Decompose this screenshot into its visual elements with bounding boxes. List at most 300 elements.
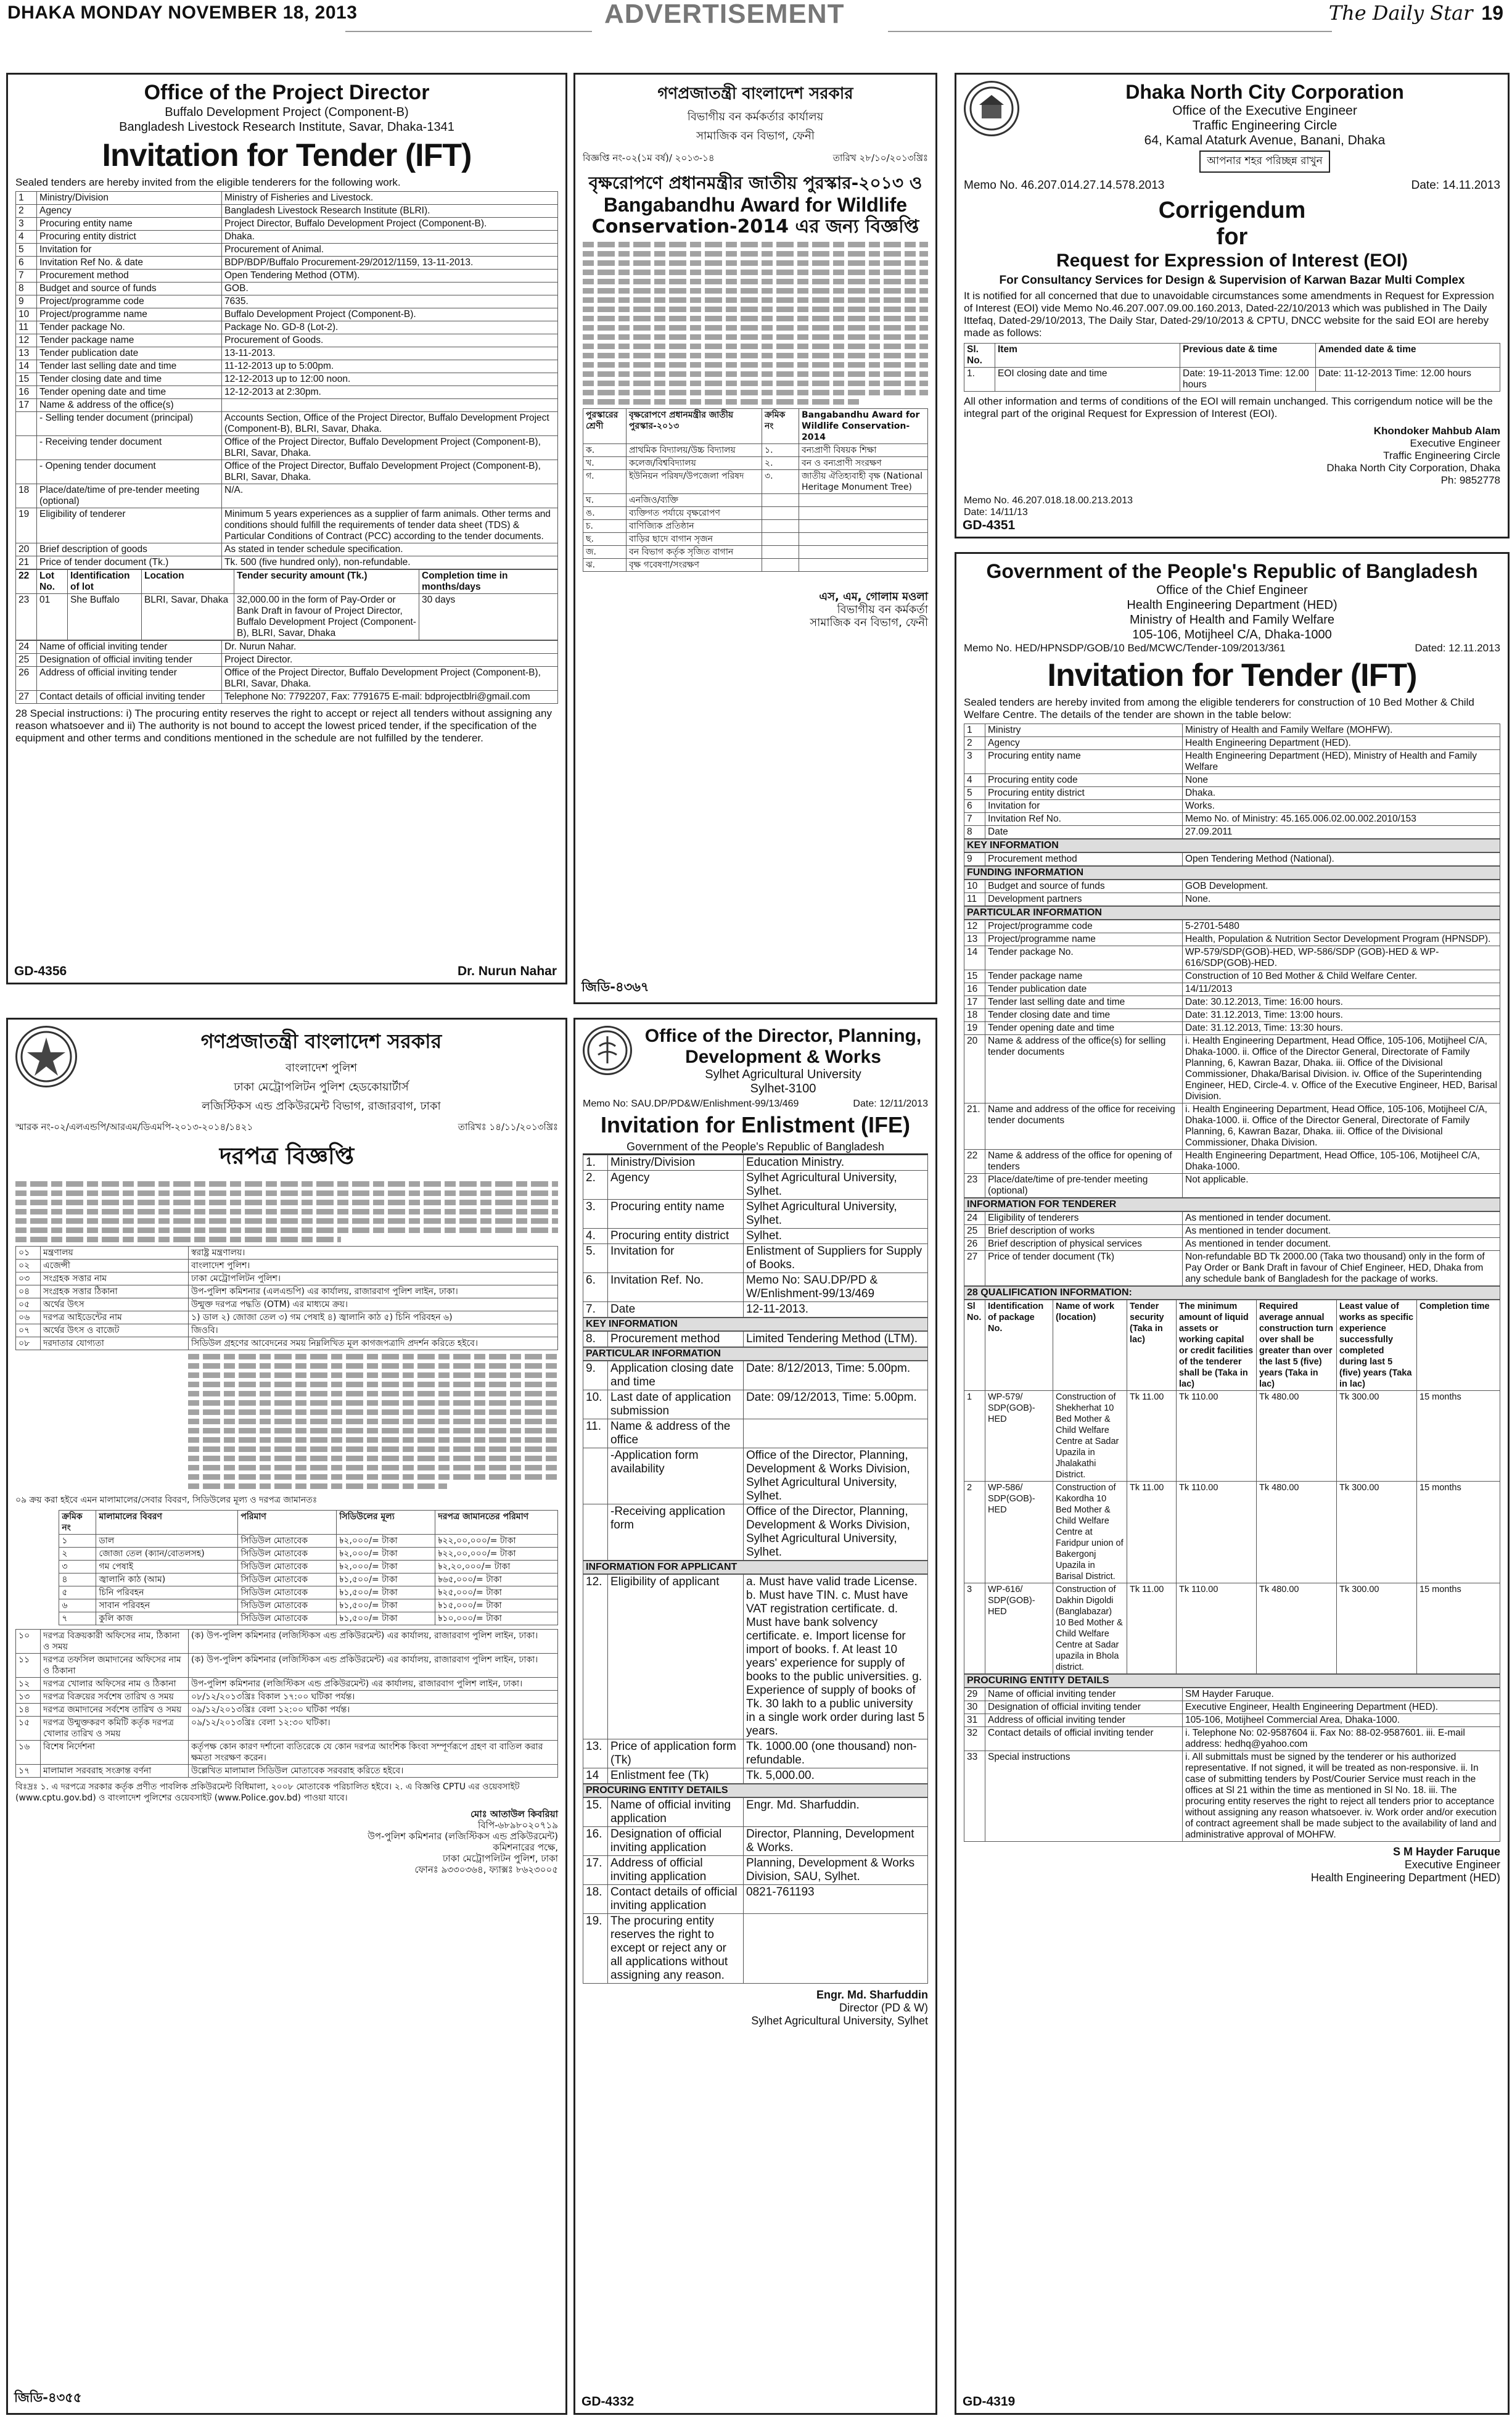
table-cell: Procurement of Goods. xyxy=(222,334,558,347)
table-cell: As mentioned in tender document. xyxy=(1183,1212,1500,1225)
ad-line-4: 105-106, Motijheel C/A, Dhaka-1000 xyxy=(1132,628,1332,641)
header-text xyxy=(84,1026,558,1116)
table-cell: ৳২,০০০/= টাকা xyxy=(337,1561,435,1573)
table-cell: দরপত্র বিক্রয়কারী অফিসের নাম, ঠিকানা ও সময় xyxy=(41,1630,189,1654)
memo-number: Memo No: SAU.DP/PD&W/Enlishment-99/13/469 xyxy=(583,1099,799,1109)
table-cell: Date xyxy=(985,826,1183,839)
table-header-row xyxy=(964,344,1500,368)
table-cell: ০৮/১২/২০১৩খ্রিঃ বিকাল ১৭:০০ ঘটিকা পর্যন্ত। xyxy=(189,1691,558,1704)
table-cell: 11 xyxy=(964,893,985,906)
table-row xyxy=(16,460,558,484)
table-cell: Date: 31.12.2013, Time: 13:00 hours. xyxy=(1183,1009,1500,1022)
table-cell: ১২ xyxy=(16,1678,41,1691)
table-row xyxy=(16,1691,558,1704)
table-cell: 6. xyxy=(583,1273,608,1302)
table-row xyxy=(964,893,1500,906)
table-cell: Health Engineering Department (HED), Ministry of Health and Family Welfare xyxy=(1183,750,1500,774)
ad-hed-ift xyxy=(955,552,1510,2415)
table-cell: 19 xyxy=(16,508,37,543)
table-cell: উল্লেখিত মালামাল সিডিউল মোতাবেক সরবরাহ করিতে হইবে। xyxy=(189,1765,558,1778)
table-cell xyxy=(762,494,799,507)
table-cell: 3 xyxy=(964,750,985,774)
table-cell: Procuring entity district xyxy=(608,1229,744,1244)
table-cell: Application closing date and time xyxy=(608,1361,744,1390)
table-cell: Tk 110.00 xyxy=(1177,1583,1257,1674)
table-cell: 9 xyxy=(964,853,985,866)
table-cell: Ministry/Division xyxy=(608,1155,744,1171)
table-cell: উপ-পুলিশ কমিশনার (লজিস্টিকস এন্ড প্রকিউরমেন্ট) এর কার্যালয়, রাজারবাগ পুলিশ লাইন, ঢাকা। xyxy=(189,1678,558,1691)
table-cell: Memo No: SAU.DP/PD & W/Enlishment-99/13/469 xyxy=(744,1273,928,1302)
table-row xyxy=(16,1765,558,1778)
table-row xyxy=(59,1599,558,1612)
table-cell: ৳২২,০০,০০০/= টাকা xyxy=(435,1548,558,1561)
table-cell: Health Engineering Department, Head Office, 105-106, Motijheel C/A, Dhaka-1000. xyxy=(1183,1150,1500,1174)
table-cell: EOI closing date and time xyxy=(995,368,1180,392)
table-cell: Package No. GD-8 (Lot-2). xyxy=(222,321,558,334)
table-cell: 7. xyxy=(583,1302,608,1318)
ad-sau-ife xyxy=(573,1018,937,2415)
ad-body: It is notified for all concerned that due to unavoidable circumstances some amendments in Request for Expression of Interest (EOI) vide Memo No.46.207.007.09.00.160.2013, Dated-22/10/2013 which was published in The Daily Ittefaq, Dated-29/10/2013, The Daily Star, Dated-29/10/2013 & CPTU, DNCC website for the said EOI are hereby made as follows: xyxy=(964,290,1494,339)
table-cell: কুলি কাজ xyxy=(96,1612,238,1625)
table-row xyxy=(964,1251,1500,1286)
table-cell: Name and address of the office for receiving tender documents xyxy=(985,1103,1183,1150)
table-cell: Tk 11.00 xyxy=(1127,1391,1177,1482)
table-cell: 10 xyxy=(16,308,37,321)
table-cell: ক্রমিক নং xyxy=(762,409,799,444)
table-cell: i. Telephone No: 02-9587604 ii. Fax No: 88-02-9587601. iii. E-mail address: hedhq@yahoo.com xyxy=(1183,1727,1500,1751)
table-cell: Ministry of Fisheries and Livestock. xyxy=(222,192,558,205)
table-cell: ১১ xyxy=(16,1654,41,1678)
table-row xyxy=(964,1238,1500,1251)
ad-title-1: বৃক্ষরোপণে প্রধানমন্ত্রীর জাতীয় পুরস্কার-২০১৩ ও xyxy=(588,173,922,193)
table-cell: (ক) উপ-পুলিশ কমিশনার (লজিস্টিকস এন্ড প্রকিউরমেন্ট) এর কার্যালয়, রাজারবাগ পুলিশ লাইন, ঢাকা। xyxy=(189,1654,558,1678)
ad-line-1: Sylhet Agricultural University xyxy=(705,1068,861,1081)
table-row xyxy=(583,1273,928,1302)
signer: S M Hayder Faruque xyxy=(1392,1846,1500,1858)
table-cell: 15 xyxy=(16,373,37,386)
table-cell: - Receiving tender document xyxy=(37,436,222,460)
ad-line-2: Sylhet-3100 xyxy=(750,1082,816,1095)
table-row xyxy=(583,1739,928,1768)
section-qualification: 28 QUALIFICATION INFORMATION: xyxy=(964,1286,1500,1300)
table-row xyxy=(16,1324,558,1337)
table-cell: 27.09.2011 xyxy=(1183,826,1500,839)
table-cell: Tender last selling date and time xyxy=(985,996,1183,1009)
table-cell xyxy=(799,559,928,572)
signer-org: Dhaka North City Corporation, Dhaka xyxy=(1326,462,1500,474)
table-cell: 24 xyxy=(16,641,37,654)
signer: এস, এম, গোলাম মওলা xyxy=(819,590,928,603)
table-cell xyxy=(762,533,799,546)
table-cell: 20 xyxy=(964,1035,985,1103)
table-cell: সিডিউল মোতাবেক xyxy=(238,1535,337,1548)
table-header-row xyxy=(59,1511,558,1535)
table-cell: Brief description of goods xyxy=(37,543,222,556)
masthead-section: ADVERTISEMENT xyxy=(604,0,845,29)
table-cell: 1. xyxy=(964,368,995,392)
table-cell: ৳১,৫০০/= টাকা xyxy=(337,1612,435,1625)
table-cell: গম পেষাই xyxy=(96,1561,238,1573)
table-cell: Tender opening date and time xyxy=(37,386,222,399)
table-cell: ইউনিয়ন পরিষদ/উপজেলা পরিষদ xyxy=(627,470,762,494)
ad-title: Dhaka North City Corporation xyxy=(1125,81,1404,103)
table-cell: Eligibility of tenderers xyxy=(985,1212,1183,1225)
ad-buffalo-ift xyxy=(6,73,567,984)
table-row xyxy=(964,368,1500,392)
table-cell: 13 xyxy=(16,347,37,360)
table-cell: i. Health Engineering Department, Head Office, 105-106, Motijheel C/A, Dhaka-1000. ii. Office of the Director General, Directorate of Family Planning, 6, Kawran Bazar, Dhaka. iii. Office of the Divisional Commissioner, Dhaka Division. xyxy=(1183,1103,1500,1150)
table-row xyxy=(583,1914,928,1984)
table-cell: 22 xyxy=(16,570,37,594)
table-cell: 18. xyxy=(583,1885,608,1914)
table-cell: Last date of application submission xyxy=(608,1390,744,1419)
table-cell: Construction of 10 Bed Mother & Child Welfare Center. xyxy=(1183,970,1500,983)
table-cell: Construction of Kakordha 10 Bed Mother & Child Welfare Centre at Faridpur union of Bakergonj Upazila in Barisal District. xyxy=(1053,1482,1127,1583)
table-cell: Tender publication date xyxy=(985,983,1183,996)
table-cell: দরপত্র বিক্রয়ের সর্বশেষ তারিখ ও সময় xyxy=(41,1691,189,1704)
gd-code: GD-4332 xyxy=(581,2394,635,2409)
table-row xyxy=(16,594,558,640)
table-cell: i. All submittals must be signed by the tenderer or his authorized representative. If not signed, it will be treated as non-responsive. ii. In case of submitting tenders by Post/Courier Service must reach in the offices at Sl 21 within the time as mentioned in Sl No. 18. iii. The procuring entity reserves the right to reject all tenders prior to acceptance without assigning any reason whatsoever. iv. Work order and/or execution of contract agreement shall be made subject to the availability of land and administrative approval of MOHFW. xyxy=(1183,1751,1500,1842)
table-row xyxy=(964,970,1500,983)
table-cell: ঢাকা মেট্রোপলিটন পুলিশ। xyxy=(189,1272,558,1285)
table-cell: Tk 480.00 xyxy=(1257,1583,1337,1674)
table-cell: দরপত্র তফসিল জমাদানের অফিসের নাম ও ঠিকানা xyxy=(41,1654,189,1678)
table-cell: 32 xyxy=(964,1727,985,1751)
table-cell: She Buffalo xyxy=(68,594,142,640)
table-cell: Completion time in months/days xyxy=(419,570,558,594)
table-cell: ডাল xyxy=(96,1535,238,1548)
memo-line xyxy=(964,179,1500,192)
table-cell: Ministry xyxy=(985,724,1183,737)
table-cell: Enlistment fee (Tk) xyxy=(608,1768,744,1784)
table-cell: 33 xyxy=(964,1751,985,1842)
table-row xyxy=(16,556,558,569)
table-row xyxy=(16,257,558,270)
table-row xyxy=(964,774,1500,787)
table-cell: Price of tender document (Tk) xyxy=(985,1251,1183,1286)
table-row xyxy=(16,192,558,205)
table-cell: Required average annual construction turn over shall be greater than over the last 5 (five) years (Taka in lac) xyxy=(1257,1300,1337,1391)
table-cell: GOB. xyxy=(222,283,558,295)
table-cell: সংগ্রহক সত্তার নাম xyxy=(41,1272,189,1285)
table-cell: ৳২,০০০/= টাকা xyxy=(337,1535,435,1548)
table-row xyxy=(964,1150,1500,1174)
table-cell: Eligibility of applicant xyxy=(608,1575,744,1739)
table-cell: ৳১,৫০০/= টাকা xyxy=(337,1586,435,1599)
ad-title-1: Office of the Director, Planning, xyxy=(644,1026,922,1046)
table-cell: Sl. No. xyxy=(964,344,995,368)
table-cell: সিডিউল মোতাবেক xyxy=(238,1561,337,1573)
table-cell: Tender publication date xyxy=(37,347,222,360)
table-cell xyxy=(762,559,799,572)
table-cell: 8 xyxy=(964,826,985,839)
table-row xyxy=(583,1856,928,1885)
table-cell: 13-11-2013. xyxy=(222,347,558,360)
table-cell xyxy=(16,436,37,460)
table-cell: -Receiving application form xyxy=(608,1504,744,1561)
table-cell: 5 xyxy=(16,244,37,257)
signer-org: Sylhet Agricultural University, Sylhet xyxy=(751,2015,928,2027)
ad-heading: Invitation for Tender (IFT) xyxy=(1047,658,1417,693)
table-cell: Tk 11.00 xyxy=(1127,1482,1177,1583)
masthead-rule-right xyxy=(888,31,1332,32)
table-row xyxy=(583,1827,928,1856)
table-cell: ক্রমিক নং xyxy=(59,1511,96,1535)
body-text-block xyxy=(15,1181,558,1242)
table-cell: ৩. xyxy=(762,470,799,494)
table-cell: ১৭ xyxy=(16,1765,41,1778)
table-cell: Enlistment of Suppliers for Supply of Books. xyxy=(744,1244,928,1273)
table-cell: 2. xyxy=(583,1171,608,1200)
ad-title-2: Bangabandhu Award for Wildlife xyxy=(603,194,908,216)
table-cell: বন্যপ্রাণী বিষয়ক শিক্ষা xyxy=(799,444,928,457)
table-cell: 12 xyxy=(16,334,37,347)
table-cell: মালামাল সরবরাহ সংক্রান্ত বর্ণনা xyxy=(41,1765,189,1778)
table-cell: 1 xyxy=(964,724,985,737)
table-cell: সিডিউল মোতাবেক xyxy=(238,1586,337,1599)
table-cell: Tender security amount (Tk.) xyxy=(234,570,419,594)
table-cell: Project/programme name xyxy=(37,308,222,321)
ad-heading: Invitation for Enlistment (IFE) xyxy=(601,1112,910,1137)
table-row xyxy=(59,1548,558,1561)
table-cell: The procuring entity reserves the right to except or reject any or all applications without assigning any reason. xyxy=(608,1914,744,1984)
masthead-paper-name: The Daily Star xyxy=(1328,1,1473,25)
ad-gov: Government of the People's Republic of Bangladesh xyxy=(583,1140,928,1155)
ad-gov: গণপ্রজাতন্ত্রী বাংলাদেশ সরকার xyxy=(657,85,853,103)
table-cell: Procuring entity district xyxy=(37,231,222,244)
table-cell: As mentioned in tender document. xyxy=(1183,1225,1500,1238)
table-cell xyxy=(799,520,928,533)
table-cell: Invitation for xyxy=(608,1244,744,1273)
table-cell: 6 xyxy=(964,800,985,813)
amendment-table xyxy=(964,343,1500,392)
table-cell: 5-2701-5480 xyxy=(1183,920,1500,933)
table-cell: 30 days xyxy=(419,594,558,640)
ad-intro: Sealed tenders are hereby invited from the eligible tenderers for the following work. xyxy=(15,176,401,188)
table-cell: Name of official inviting application xyxy=(608,1798,744,1827)
table-cell: Tk 300.00 xyxy=(1337,1583,1417,1674)
signature-block xyxy=(964,1846,1500,1884)
table-cell: 22 xyxy=(964,1150,985,1174)
table-cell: Tk 110.00 xyxy=(1177,1482,1257,1583)
ad-police-tender xyxy=(6,1018,567,2415)
table-cell: ০৩ xyxy=(16,1272,41,1285)
table-cell: a. Must have valid trade License. b. Must have TIN. c. Must have VAT registration certificate. d. Must have bank solvency certificate. e. Import license for import of books. f. At least 10 years' experience for supply of books to the public universities. g. Experience of supply of books of Tk. 30 lakh to a public university in a single work order during last 5 years. xyxy=(744,1575,928,1739)
table-row xyxy=(583,1798,928,1827)
ad-line-1: Office of the Executive Engineer xyxy=(1172,104,1357,118)
table-cell: Ministry/Division xyxy=(37,192,222,205)
table-cell: Name of work (location) xyxy=(1053,1300,1127,1391)
masthead-rule-left xyxy=(345,31,592,32)
table-cell: 10 xyxy=(964,880,985,893)
table-cell: Tender package name xyxy=(985,970,1183,983)
table-cell: 4 xyxy=(964,774,985,787)
table-header-row xyxy=(583,409,928,444)
table-cell: সিডিউল মোতাবেক xyxy=(238,1548,337,1561)
qualification-table xyxy=(964,1300,1500,1674)
table-row xyxy=(964,880,1500,893)
table-cell: 25 xyxy=(964,1225,985,1238)
table-cell: Tk. 1000.00 (one thousand) non-refundable. xyxy=(744,1739,928,1768)
memo-date: Date: 12/11/2013 xyxy=(853,1099,928,1109)
table-cell: Tk 480.00 xyxy=(1257,1391,1337,1482)
table-cell: Special instructions xyxy=(985,1751,1183,1842)
table-cell: Executive Engineer, Health Engineering Department (HED). xyxy=(1183,1701,1500,1714)
table-row xyxy=(583,494,928,507)
table-row xyxy=(16,1704,558,1717)
table-row xyxy=(583,1575,928,1739)
ad-heading-eoi: Request for Expression of Interest (EOI) xyxy=(1056,250,1408,271)
table-cell: কর্তৃপক্ষ কোন কারণ দর্শানো ব্যতিরেকে যে কোন দরপত্র আংশিক কিংবা সম্পূর্ণরূপে গ্রহণ বা বাতিল করার ক্ষমতা সংরক্ষণ করেন। xyxy=(189,1741,558,1765)
police-table xyxy=(15,1246,558,1350)
table-cell: জাতীয় ঐতিহ্যবাহী বৃক্ষ (National Heritage Monument Tree) xyxy=(799,470,928,494)
table-row xyxy=(964,826,1500,839)
table-cell: খ. xyxy=(583,457,627,470)
table-cell: Procuring entity name xyxy=(37,218,222,231)
table-row xyxy=(16,1311,558,1324)
table-row xyxy=(583,1302,928,1318)
table-row xyxy=(16,1285,558,1298)
signer: Dr. Nurun Nahar xyxy=(457,964,557,978)
table-cell: অর্থের উৎস xyxy=(41,1298,189,1311)
table-cell: ছ. xyxy=(583,533,627,546)
table-cell: 1 xyxy=(964,1391,985,1482)
table-cell: বন বিভাগ কর্তৃক সৃজিত বাগান xyxy=(627,546,762,559)
table-cell xyxy=(799,546,928,559)
table-cell: Contact details of official inviting tender xyxy=(37,691,222,704)
table-cell: মালামালের বিবরণ xyxy=(96,1511,238,1535)
slogan-box: আপনার শহর পরিচ্ছন্ন রাখুন xyxy=(1199,151,1330,173)
ad-line-3: Ministry of Health and Family Welfare xyxy=(1130,613,1334,627)
table-cell: Construction of Dakhin Digoldi (Banglabazar) 10 Bed Mother & Child Welfare Centre at Sadar upazila in Bhola district. xyxy=(1053,1583,1127,1674)
table-cell: ঙ. xyxy=(583,507,627,520)
table-cell: Place/date/time of pre-tender meeting (optional) xyxy=(37,484,222,508)
table-cell: Date: 19-11-2013 Time: 12.00 hours xyxy=(1180,368,1316,392)
table-cell: Tender last selling date and time xyxy=(37,360,222,373)
table-cell: 10. xyxy=(583,1390,608,1419)
table-cell: 9. xyxy=(583,1361,608,1390)
gd-code: GD-4356 xyxy=(14,964,67,978)
table-cell: সিডিউল মোতাবেক xyxy=(238,1599,337,1612)
table-cell: 2 xyxy=(964,737,985,750)
table-cell: Office of the Project Director, Buffalo Development Project (Component-B), BLRI, Savar, Dhaka. xyxy=(222,436,558,460)
table-cell: Tender closing date and time xyxy=(37,373,222,386)
table-cell: -Application form availability xyxy=(608,1448,744,1504)
sau-table-d xyxy=(583,1574,928,1784)
table-cell: ০২ xyxy=(16,1260,41,1272)
table-cell: Amended date & time xyxy=(1316,344,1500,368)
table-cell: Brief description of physical services xyxy=(985,1238,1183,1251)
table-cell: জ. xyxy=(583,546,627,559)
table-cell xyxy=(799,533,928,546)
table-cell: 3 xyxy=(16,218,37,231)
table-cell: 1 xyxy=(16,192,37,205)
table-row xyxy=(964,933,1500,946)
sau-table-c xyxy=(583,1361,928,1561)
table-cell xyxy=(799,494,928,507)
gd-code: GD-4351 xyxy=(963,518,1016,532)
gd-code: জিডি-৪৩৫৫ xyxy=(14,2390,82,2405)
table-cell: Buffalo Development Project (Component-B). xyxy=(222,308,558,321)
table-row xyxy=(16,321,558,334)
table-cell: ১৩ xyxy=(16,1691,41,1704)
table-cell: Item xyxy=(995,344,1180,368)
table-cell: Procurement method xyxy=(608,1332,744,1347)
table-cell: 13. xyxy=(583,1739,608,1768)
table-cell xyxy=(16,412,37,436)
table-row xyxy=(16,270,558,283)
table-cell: বন ও বন্যপ্রাণী সংরক্ষণ xyxy=(799,457,928,470)
body-text-block xyxy=(583,242,928,405)
table-cell: Tender package No. xyxy=(985,946,1183,970)
table-cell: 12. xyxy=(583,1575,608,1739)
table-cell: Office of the Director, Planning, Development & Works Division, Sylhet Agricultural University, Sylhet. xyxy=(744,1504,928,1561)
table-row xyxy=(16,1630,558,1654)
table-row xyxy=(583,1361,928,1390)
table-cell: ঝ. xyxy=(583,559,627,572)
table-row xyxy=(59,1535,558,1548)
signer-title: Executive Engineer xyxy=(1410,437,1500,449)
ad-heading: দরপত্র বিজ্ঞপ্তি xyxy=(219,1142,355,1169)
table-row xyxy=(964,1727,1500,1751)
table-cell: 12-12-2013 at 2:30pm. xyxy=(222,386,558,399)
table-cell: Eligibility of tenderer xyxy=(37,508,222,543)
table-row xyxy=(16,691,558,704)
table-row xyxy=(964,983,1500,996)
table-cell: Procuring entity name xyxy=(985,750,1183,774)
table-cell: 105-106, Motijheel Commercial Area, Dhaka-1000. xyxy=(1183,1714,1500,1727)
masthead-page-number: 19 xyxy=(1481,2,1503,24)
table-cell: ৳১,৫০০/= টাকা xyxy=(337,1599,435,1612)
sau-table-e xyxy=(583,1797,928,1984)
signer-dept: Health Engineering Department (HED) xyxy=(1310,1871,1500,1884)
table-cell: Name & address of the office for opening of tenders xyxy=(985,1150,1183,1174)
ad-line-1: বাংলাদেশ পুলিশ xyxy=(285,1062,358,1074)
ad-intro: Sealed tenders are hereby invited from among the eligible tenderers for construction of 10 Bed Mother & Child Welfare Centre. The details of the tender are shown in the table below: xyxy=(964,696,1474,720)
table-cell: GOB Development. xyxy=(1183,880,1500,893)
table-cell: 8. xyxy=(583,1332,608,1347)
table-row xyxy=(964,1391,1500,1482)
table-cell: Open Tendering Method (National). xyxy=(1183,853,1500,866)
table-cell: ৳২,২০,০০০/= টাকা xyxy=(435,1561,558,1573)
table-cell: এনজিও/ব্যক্তি xyxy=(627,494,762,507)
table-cell: Tender security (Taka in lac) xyxy=(1127,1300,1177,1391)
section-particular-information: PARTICULAR INFORMATION xyxy=(964,906,1500,920)
signer-title: Executive Engineer xyxy=(1404,1858,1500,1871)
table-cell: 17. xyxy=(583,1856,608,1885)
table-row xyxy=(964,1714,1500,1727)
ad-line-3: 64, Kamal Ataturk Avenue, Banani, Dhaka xyxy=(1144,133,1386,147)
table-cell: স্বরাষ্ট্র মন্ত্রণালয়। xyxy=(189,1247,558,1260)
table-cell: Tk. 500 (five hundred only), non-refundable. xyxy=(222,556,558,569)
ad-gov: গণপ্রজাতন্ত্রী বাংলাদেশ সরকার xyxy=(200,1029,442,1053)
table-cell: - Selling tender document (principal) xyxy=(37,412,222,436)
table-cell: বাণিজ্যিক প্রতিষ্ঠান xyxy=(627,520,762,533)
table-cell: 14 xyxy=(964,946,985,970)
table-row xyxy=(583,1390,928,1419)
hed-table-d xyxy=(964,920,1500,1198)
table-row xyxy=(964,1035,1500,1103)
table-row xyxy=(16,1654,558,1678)
table-row xyxy=(16,1337,558,1350)
table-cell: Agency xyxy=(37,205,222,218)
signer: Engr. Md. Sharfuddin xyxy=(816,1989,928,2001)
table-row xyxy=(16,508,558,543)
table-cell: Contact details of official inviting application xyxy=(608,1885,744,1914)
table-cell: Name & address of the office(s) xyxy=(37,399,222,412)
sau-table-b xyxy=(583,1331,928,1347)
